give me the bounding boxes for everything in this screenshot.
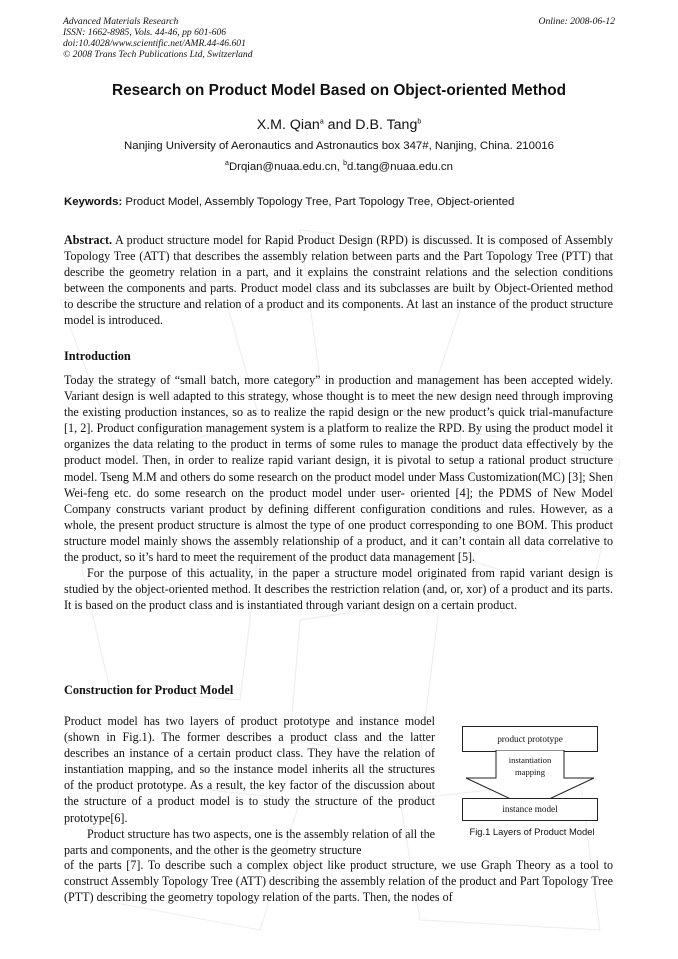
author-2-sup: b (417, 118, 422, 126)
journal-header (63, 16, 253, 60)
construction-body-continued (64, 857, 613, 905)
doi: doi:10.4028/www.scientific.net/AMR.44-46.601 (63, 38, 246, 49)
email-b-sup: b (343, 160, 348, 168)
arrow-label (496, 754, 564, 778)
keywords-label: Keywords: (64, 196, 123, 208)
introduction-paragraph-1: Today the strategy of “small batch, more category” in production and management has been accepted widely. Variant design is well adapted to this strategy, whose thought is to meet the new design need through improving the existing production instances, so as to realize the rapid design or the new product’s quick trial-manufacture [1, 2]. Product configuration management system is a platform to realize the RPD. By using the product model it organizes the data relating to the product in terms of some rules to manage the product data effectively by the product model. Then, in order to realize rapid variant design, it is pivotal to setup a rational product structure model. Tseng M.M and others do some research on the product model under Mass Customization(MC) [3]; Shen Wei-feng etc. do some research on the product model under user- oriented [4]; the PDMS of New Model Company constructs variant product by defining different configuration conditions and rules. However, as a whole, the present product structure is almost the type of one product corresponding to one BOM. This product structure model mainly shows the assembly relationship of a product, and it can’t contain all data correlative to the product, so it’s hard to meet the requirement of the product data management [5]. (64, 373, 613, 565)
email-a: Drqian@nuaa.edu.cn, (228, 161, 344, 173)
figure-caption: Fig.1 Layers of Product Model (469, 826, 595, 837)
authors (0, 117, 678, 133)
construction-paragraph-1: Product model has two layers of product prototype and instance model (shown in Fig.1). The former describes a product class and the latter describes an instance of a certain product class. They have the relation of instantiation mapping, and so the instance model inherits all the structures of the product prototype. As a result, the key factor of the discussion about the structure of a product model is to study the structure of the product prototype[6]. (64, 714, 435, 825)
abstract-text: A product structure model for Rapid Product Design (RPD) is discussed. It is composed of Assembly Topology Tree (ATT) that describes the assembly relation between parts and the Part Topology Tree (PTT) that describe the geometry relation in a part, and it explains the constraint relations and the selection conditions between the components and parts. Product model class and its subclasses are built by Object-Oriented method to describe the structure and relation of a product and its components. At last an instance of the product structure model is introduced. (64, 233, 613, 328)
abstract (64, 232, 613, 329)
author-1-sup: a (319, 118, 324, 126)
introduction-paragraph-2: For the purpose of this actuality, in the paper a structure model originated from rapid variant design is studied by the object-oriented method. It describes the restriction relation (and, or, xor) of a product and its parts. It is based on the product class and is instantiated through variant design on a certain product. (64, 566, 613, 613)
figure-product-model-layers (452, 722, 608, 840)
email-a-sup: a (225, 160, 229, 168)
abstract-label: Abstract. (64, 233, 113, 247)
introduction-body (64, 372, 613, 613)
copyright: © 2008 Trans Tech Publications Ltd, Switzerland (63, 49, 253, 60)
author-1: X.M. Qian (256, 117, 320, 133)
construction-heading: Construction for Product Model (64, 683, 234, 697)
paper-title: Research on Product Model Based on Object-oriented Method (111, 82, 567, 99)
emails (0, 161, 678, 173)
affiliation: Nanjing University of Aeronautics and Astronautics box 347#, Nanjing, China. 210016 (124, 140, 554, 152)
issn: ISSN: 1662-8985, Vols. 44-46, pp 601-606 (63, 27, 227, 38)
arrow-label-line-1: instantiation (508, 755, 552, 765)
construction-body (64, 713, 435, 858)
journal-name: Advanced Materials Research (63, 16, 179, 27)
keywords (64, 196, 514, 208)
introduction-heading: Introduction (64, 349, 131, 363)
instance-model-box: instance model (462, 798, 598, 821)
online-date: Online: 2008-06-12 (538, 16, 615, 27)
email-b: d.tang@nuaa.edu.cn (347, 161, 453, 173)
author-conjunction: and (323, 117, 356, 133)
arrow-label-line-2: mapping (514, 767, 546, 777)
construction-paragraph-2a: Product structure has two aspects, one is the assembly relation of all the parts and components, and the other is the geometry structure (64, 826, 435, 857)
product-prototype-box: product prototype (462, 726, 598, 752)
keywords-text: Product Model, Assembly Topology Tree, Part Topology Tree, Object-oriented (122, 196, 515, 208)
author-2: D.B. Tang (355, 117, 418, 133)
construction-paragraph-2b: of the parts [7]. To describe such a complex object like product structure, we use Graph Theory as a tool to construct Assembly Topology Tree (ATT) describing the assembly relation of the product and Part Topology Tree (PTT) describing the geometry topology relation of the parts. Then, the nodes of (64, 858, 613, 905)
